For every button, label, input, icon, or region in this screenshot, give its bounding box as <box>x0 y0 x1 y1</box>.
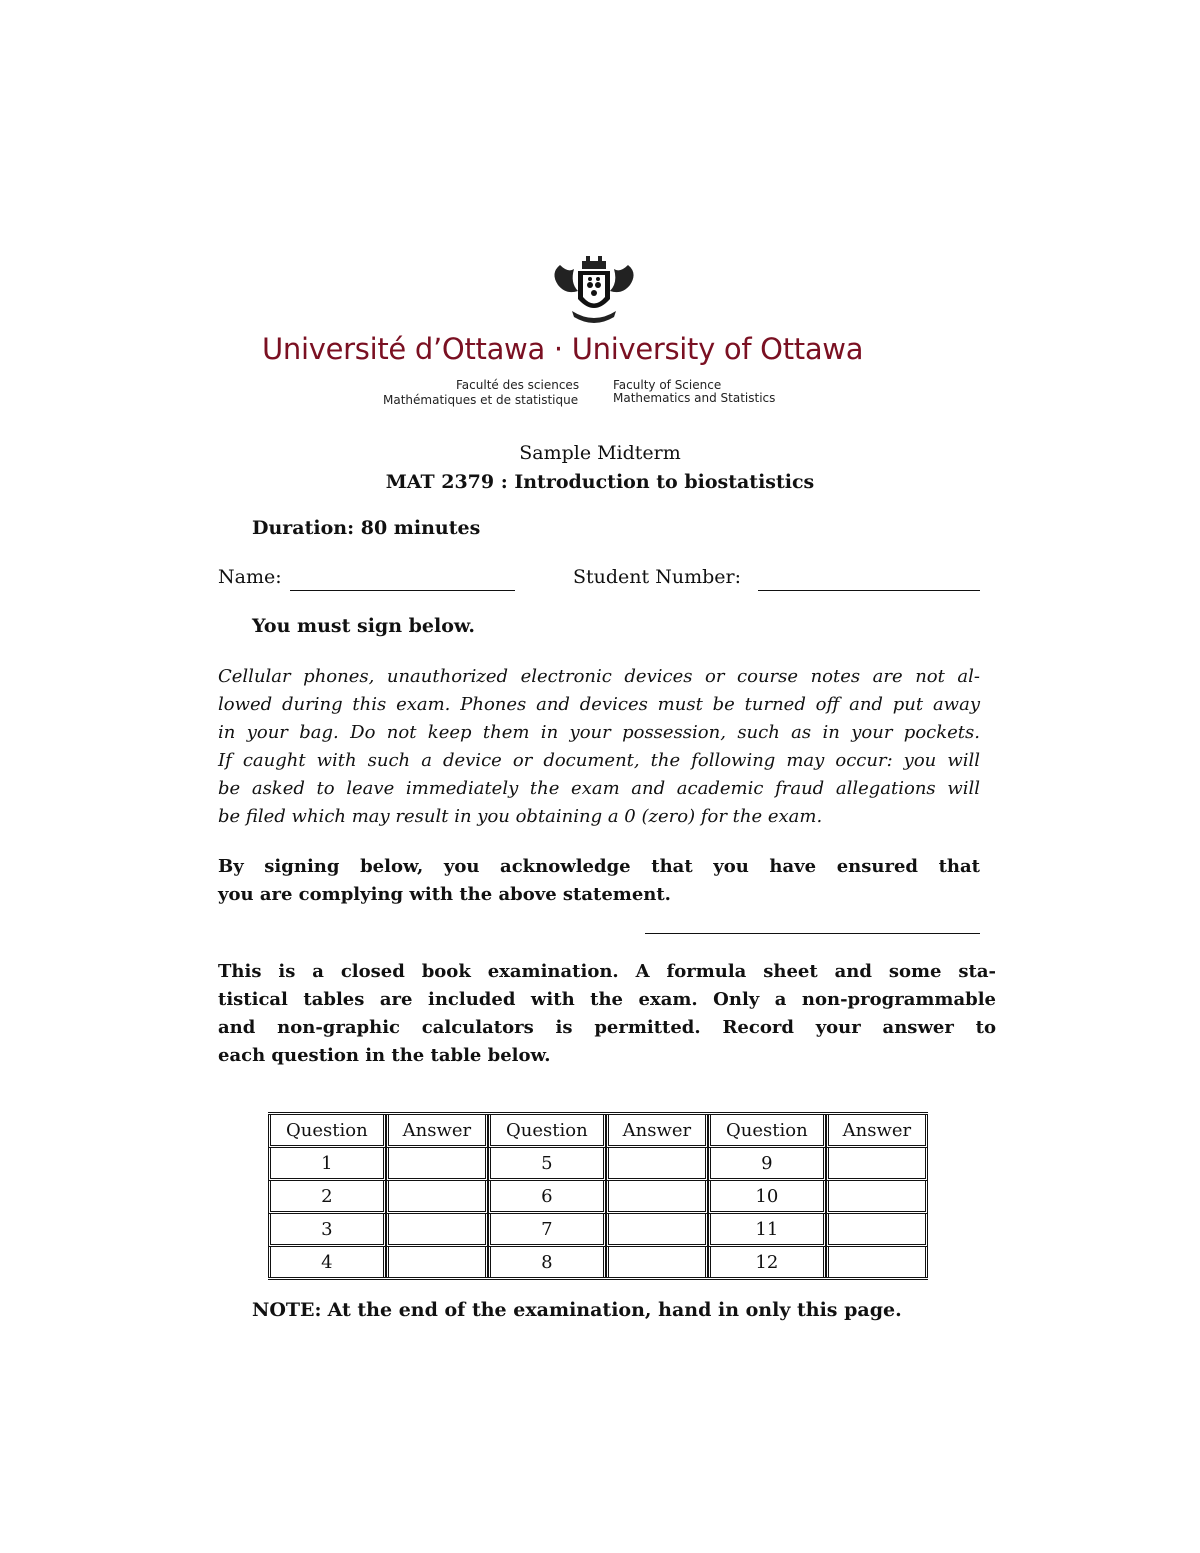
answer-cell[interactable] <box>826 1181 928 1214</box>
column-header: Question <box>708 1115 826 1148</box>
answer-cell[interactable] <box>386 1247 488 1277</box>
instructions-line: each question in the table below. <box>218 1045 551 1066</box>
exam-title: Sample Midterm <box>519 442 681 464</box>
name-field[interactable] <box>290 590 515 591</box>
answer-table <box>268 1112 928 1280</box>
answer-cell[interactable] <box>606 1181 708 1214</box>
warning-paragraph <box>218 663 980 831</box>
answer-cell[interactable] <box>606 1247 708 1277</box>
name-label: Name: <box>218 566 282 588</box>
question-number: 7 <box>488 1214 606 1247</box>
instructions-paragraph <box>218 958 996 1070</box>
column-header: Answer <box>826 1115 928 1148</box>
column-header: Question <box>488 1115 606 1148</box>
student-number-field[interactable] <box>758 590 980 591</box>
question-number: 9 <box>708 1148 826 1181</box>
table-row <box>268 1181 928 1214</box>
table-row <box>268 1214 928 1247</box>
question-number: 1 <box>268 1148 386 1181</box>
university-title: Université d’Ottawa · University of Ottawa <box>262 332 864 366</box>
note-text: At the end of the examination, hand in only this page. <box>327 1299 902 1321</box>
warning-line: Cellular phones, unauthorized electronic devices or course notes are not al- <box>218 666 980 687</box>
question-number: 3 <box>268 1214 386 1247</box>
note-label: NOTE: <box>252 1299 322 1321</box>
answer-cell[interactable] <box>386 1214 488 1247</box>
answer-cell[interactable] <box>826 1214 928 1247</box>
question-number: 11 <box>708 1214 826 1247</box>
question-number: 2 <box>268 1181 386 1214</box>
warning-line: be asked to leave immediately the exam and academic fraud allegations will <box>218 778 980 799</box>
faculty-en: Faculty of Science <box>613 378 722 392</box>
course-title: MAT 2379 : Introduction to biostatistics <box>385 471 815 493</box>
question-number: 4 <box>268 1247 386 1277</box>
table-row <box>268 1247 928 1277</box>
exam-duration: Duration: 80 minutes <box>252 517 481 539</box>
acknowledgement-line: By signing below, you acknowledge that you have ensured that <box>218 856 980 877</box>
department-fr: Mathématiques et de statistique <box>383 393 579 407</box>
answer-cell[interactable] <box>386 1148 488 1181</box>
department-en: Mathematics and Statistics <box>613 391 776 405</box>
answer-cell[interactable] <box>606 1214 708 1247</box>
acknowledgement-paragraph <box>218 853 980 909</box>
student-number-label: Student Number: <box>573 566 741 588</box>
answer-cell[interactable] <box>826 1148 928 1181</box>
table-row <box>268 1148 928 1181</box>
answer-cell[interactable] <box>606 1148 708 1181</box>
faculty-fr: Faculté des sciences <box>456 378 580 392</box>
question-number: 5 <box>488 1148 606 1181</box>
sign-notice: You must sign below. <box>252 615 475 637</box>
university-crest-icon <box>548 255 640 327</box>
table-header-row <box>268 1115 928 1148</box>
column-header: Answer <box>606 1115 708 1148</box>
signature-field[interactable] <box>645 933 980 934</box>
question-number: 12 <box>708 1247 826 1277</box>
acknowledgement-line: you are complying with the above statement. <box>218 884 671 905</box>
answer-cell[interactable] <box>386 1181 488 1214</box>
warning-line: in your bag. Do not keep them in your possession, such as in your pockets. <box>218 722 980 743</box>
question-number: 10 <box>708 1181 826 1214</box>
instructions-line: tistical tables are included with the exam. Only a non-programmable <box>218 989 996 1010</box>
instructions-line: and non-graphic calculators is permitted. Record your answer to <box>218 1017 996 1038</box>
warning-line: If caught with such a device or document, the following may occur: you will <box>218 750 980 771</box>
warning-line: lowed during this exam. Phones and devices must be turned off and put away <box>218 694 980 715</box>
column-header: Question <box>268 1115 386 1148</box>
instructions-line: This is a closed book examination. A formula sheet and some sta- <box>218 961 996 982</box>
answer-cell[interactable] <box>826 1247 928 1277</box>
note <box>252 1299 902 1321</box>
question-number: 6 <box>488 1181 606 1214</box>
warning-line: be filed which may result in you obtaining a 0 (zero) for the exam. <box>218 806 823 827</box>
column-header: Answer <box>386 1115 488 1148</box>
question-number: 8 <box>488 1247 606 1277</box>
